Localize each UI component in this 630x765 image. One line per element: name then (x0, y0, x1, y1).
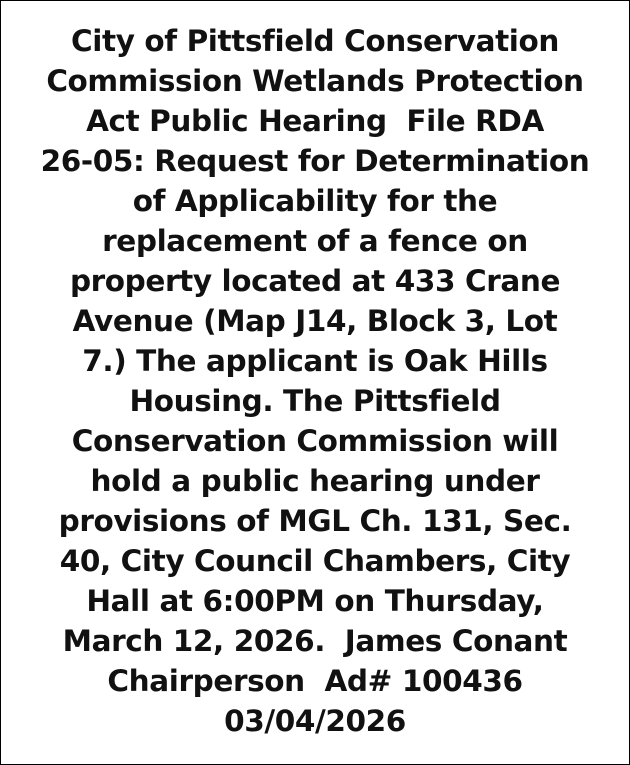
notice-line: property located at 433 Crane (69, 264, 561, 298)
notice-line: City of Pittsfield Conservation (71, 24, 559, 58)
notice-line: Chairperson Ad# 100436 (107, 664, 523, 698)
notice-date: 03/04/2026 (224, 704, 406, 738)
notice-line: of Applicability for the (132, 184, 498, 218)
notice-line: Commission Wetlands Protection (46, 64, 584, 98)
notice-line: hold a public hearing under (90, 464, 540, 498)
notice-line: 7.) The applicant is Oak Hills (82, 344, 548, 378)
notice-line: Act Public Hearing File RDA (86, 104, 544, 138)
notice-text (15, 21, 615, 741)
notice-line: March 12, 2026. James Conant (62, 624, 568, 658)
notice-line: Housing. The Pittsfield (129, 384, 501, 418)
notice-line: 26-05: Request for Determination (40, 144, 590, 178)
notice-line: 40, City Council Chambers, City (59, 544, 571, 578)
notice-line: provisions of MGL Ch. 131, Sec. (58, 504, 572, 538)
notice-line: replacement of a fence on (102, 224, 528, 258)
notice-line: Conservation Commission will (71, 424, 559, 458)
notice-line: Hall at 6:00PM on Thursday, (86, 584, 544, 618)
notice-line: Avenue (Map J14, Block 3, Lot (72, 304, 558, 338)
